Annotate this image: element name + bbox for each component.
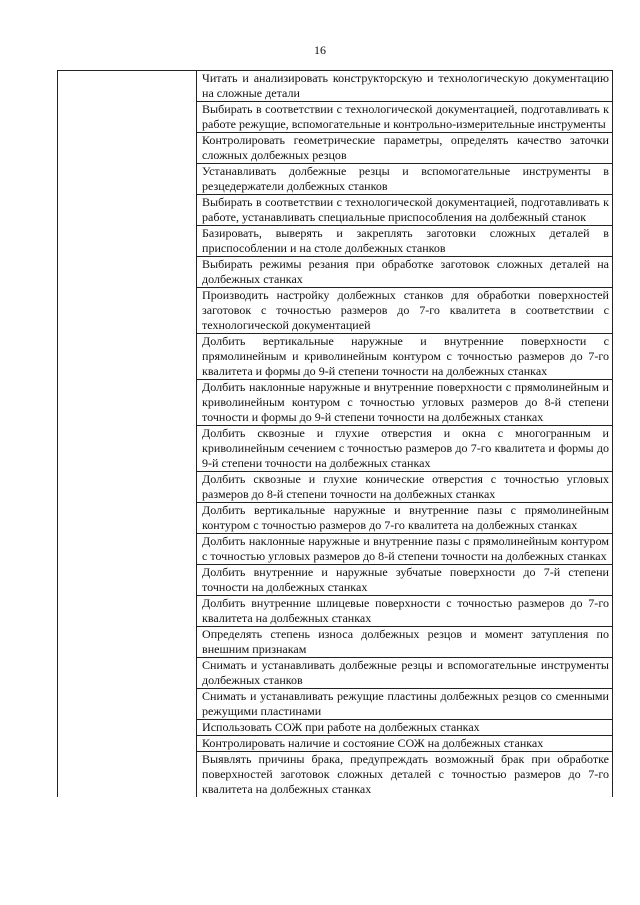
- skill-cell: Снимать и устанавливать долбежные резцы и вспомогательные инструменты долбежных станков: [197, 658, 613, 689]
- skill-cell: Долбить внутренние шлицевые поверхности с точностью размеров до 7-го квалитета на долбежных станках: [197, 596, 613, 627]
- skill-cell: Контролировать наличие и состояние СОЖ на долбежных станках: [197, 736, 613, 752]
- skill-cell: Долбить вертикальные наружные и внутренние пазы с прямолинейным контуром с точностью размеров до 7-го квалитета на долбежных станках: [197, 503, 613, 534]
- skill-cell: Определять степень износа долбежных резцов и момент затупления по внешним признакам: [197, 627, 613, 658]
- skill-cell: Выбирать в соответствии с технологической документацией, подготавливать к работе, устанавливать специальные приспособления на долбежный станок: [197, 195, 613, 226]
- skill-cell: Долбить вертикальные наружные и внутренние поверхности с прямолинейным и криволинейным контуром с точностью размеров до 7-го квалитета и формы до 9-й степени точности на долбежных станках: [197, 334, 613, 380]
- empty-left-column-cell: [58, 71, 197, 798]
- skill-cell: Базировать, выверять и закреплять заготовки сложных деталей в приспособлении и на столе долбежных станков: [197, 226, 613, 257]
- skill-cell: Выбирать в соответствии с технологической документацией, подготавливать к работе режущие, вспомогательные и контрольно-измерительные инструменты: [197, 102, 613, 133]
- skill-cell: Долбить наклонные наружные и внутренние пазы с прямолинейным контуром с точностью угловых размеров до 8-й степени точности на долбежных станках: [197, 534, 613, 565]
- skill-cell: Долбить сквозные и глухие конические отверстия с точностью угловых размеров до 8-й степени точности на долбежных станках: [197, 472, 613, 503]
- skill-cell: Производить настройку долбежных станков для обработки поверхностей заготовок с точностью размеров до 7-го квалитета в соответствии с технологической документацией: [197, 288, 613, 334]
- table-body: [58, 71, 613, 798]
- skill-cell: Устанавливать долбежные резцы и вспомогательные инструменты в резцедержатели долбежных станков: [197, 164, 613, 195]
- skill-cell: Использовать СОЖ при работе на долбежных станках: [197, 720, 613, 736]
- skill-cell: Долбить наклонные наружные и внутренние поверхности с прямолинейным и криволинейным контуром с точностью угловых размеров до 8-й степени точности и формы до 9-й степени точности на долбежных станках: [197, 380, 613, 426]
- skill-cell: Долбить сквозные и глухие отверстия и окна с многогранным и криволинейным сечением с точностью размеров до 7-го квалитета и формы до 9-й степени точности на долбежных станках: [197, 426, 613, 472]
- skill-cell: Читать и анализировать конструкторскую и технологическую документацию на сложные детали: [197, 71, 613, 102]
- page-number: 16: [314, 43, 326, 57]
- skill-cell: Контролировать геометрические параметры, определять качество заточки сложных долбежных резцов: [197, 133, 613, 164]
- skill-cell: Снимать и устанавливать режущие пластины долбежных резцов со сменными режущими пластинами: [197, 689, 613, 720]
- table-row: [58, 71, 613, 102]
- skills-table: [57, 70, 613, 797]
- skill-cell: Выявлять причины брака, предупреждать возможный брак при обработке поверхностей заготовок сложных деталей с точностью размеров до 7-го квалитета на долбежных станках: [197, 752, 613, 798]
- skill-cell: Долбить внутренние и наружные зубчатые поверхности до 7-й степени точности на долбежных станках: [197, 565, 613, 596]
- skill-cell: Выбирать режимы резания при обработке заготовок сложных деталей на долбежных станках: [197, 257, 613, 288]
